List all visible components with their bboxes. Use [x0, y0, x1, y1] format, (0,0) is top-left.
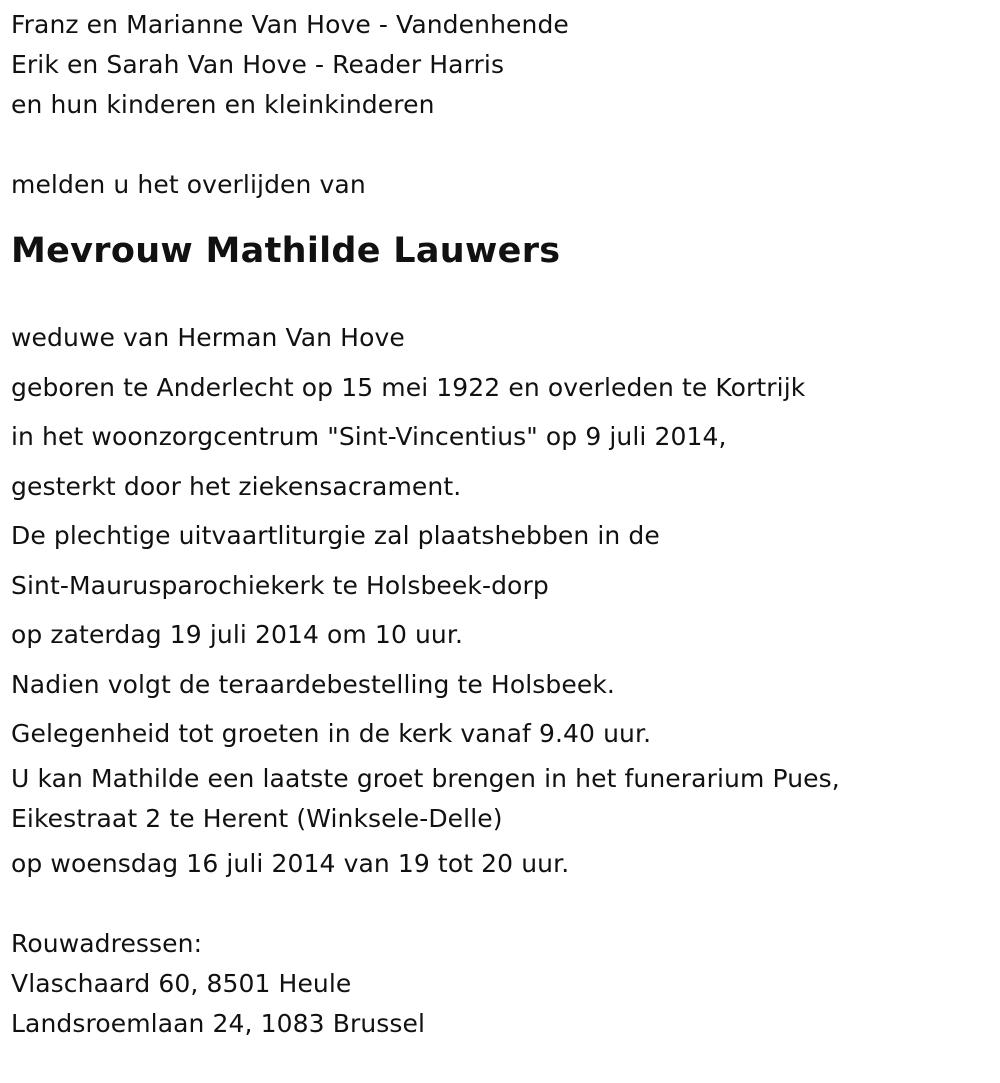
viewing-block — [11, 759, 991, 839]
detail-line: Nadien volgt de teraardebestelling te Holsbeek. — [11, 669, 615, 699]
condolence-addresses — [11, 924, 991, 1044]
viewing-time: op woensdag 16 juli 2014 van 19 tot 20 uur. — [11, 848, 570, 878]
family-line: en hun kinderen en kleinkinderen — [11, 90, 435, 119]
viewing-line: U kan Mathilde een laatste groet brengen in het funerarium Pues, — [11, 763, 840, 793]
address-line: Vlaschaard 60, 8501 Heule — [11, 968, 352, 998]
detail-line: Sint-Maurusparochiekerk te Holsbeek-dorp — [11, 570, 549, 600]
detail-line: gesterkt door het ziekensacrament. — [11, 471, 462, 501]
detail-line: weduwe van Herman Van Hove — [11, 323, 405, 352]
addresses-heading: Rouwadressen: — [11, 928, 203, 958]
address-line: Landsroemlaan 24, 1083 Brussel — [11, 1008, 426, 1038]
detail-line: geboren te Anderlecht op 15 mei 1922 en overleden te Kortrijk — [11, 372, 806, 402]
viewing-line: Eikestraat 2 te Herent (Winksele-Delle) — [11, 803, 503, 833]
details-block — [11, 313, 991, 759]
family-block — [11, 5, 991, 125]
detail-line: Gelegenheid tot groeten in de kerk vanaf 9.40 uur. — [11, 719, 652, 748]
announcement-intro: melden u het overlijden van — [11, 170, 366, 199]
detail-line: in het woonzorgcentrum "Sint-Vincentius" op 9 juli 2014, — [11, 422, 727, 451]
deceased-name: Mevrouw Mathilde Lauwers — [11, 231, 561, 271]
family-line: Franz en Marianne Van Hove - Vandenhende — [11, 10, 569, 39]
detail-line: op zaterdag 19 juli 2014 om 10 uur. — [11, 620, 464, 649]
obituary-notice — [11, 0, 991, 1044]
family-line: Erik en Sarah Van Hove - Reader Harris — [11, 50, 505, 79]
detail-line: De plechtige uitvaartliturgie zal plaatshebben in de — [11, 521, 660, 550]
